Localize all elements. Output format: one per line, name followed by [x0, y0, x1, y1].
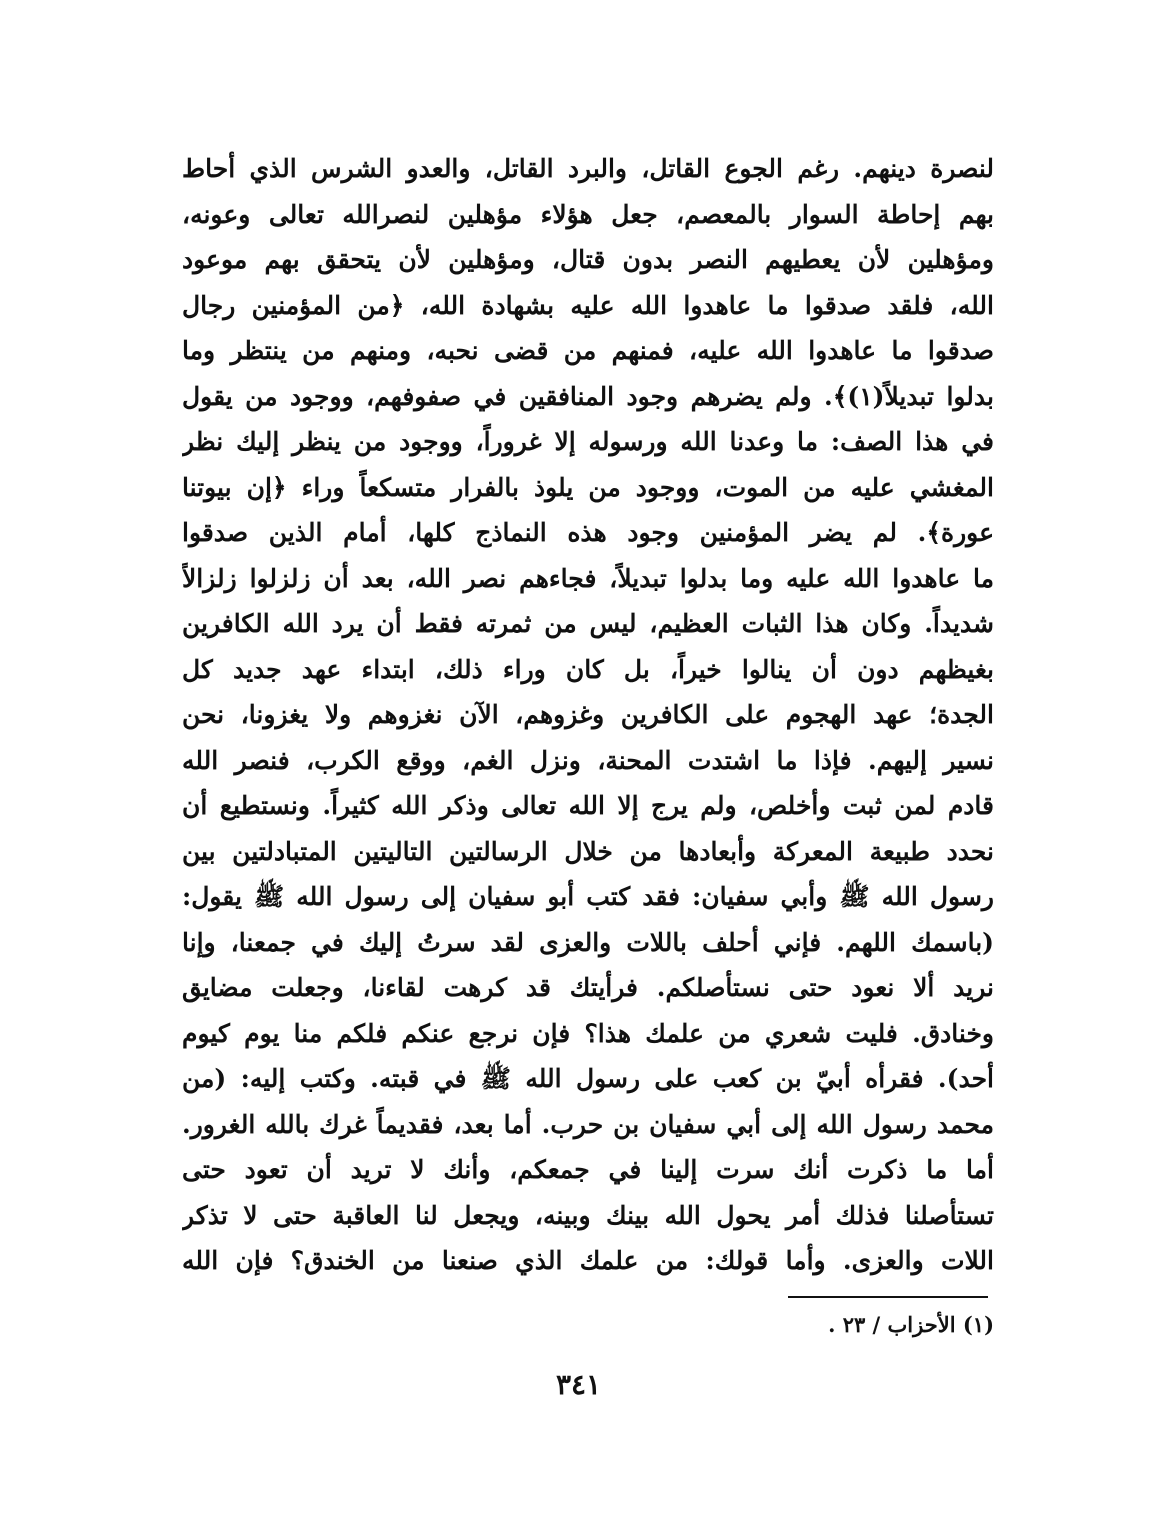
- text-line-22: محمد رسول الله إلى أبي سفيان بن حرب. أما بعد، فقديماً غرك بالله الغرور.: [182, 1109, 994, 1139]
- text-line-21: أحد). فقرأه أبيّ بن كعب على رسول الله ﷺ في قبته. وكتب إليه: (من: [182, 1064, 994, 1093]
- text-line-3: ومؤهلين لأن يعطيهم النصر بدون قتال، ومؤهلين لأن يتحقق بهم موعود: [182, 245, 994, 274]
- text-line-4: الله، فلقد صدقوا ما عاهدوا الله عليه بشهادة الله، ﴿من المؤمنين رجال: [182, 290, 994, 320]
- text-line-13: الجدة؛ عهد الهجوم على الكافرين وغزوهم، الآن نغزوهم ولا يغزونا، نحن: [182, 700, 994, 729]
- text-line-14: نسير إليهم. فإذا ما اشتدت المحنة، ونزل الغم، ووقع الكرب، فنصر الله: [182, 745, 994, 775]
- text-line-2: بهم إحاطة السوار بالمعصم، جعل هؤلاء مؤهلين لنصرالله تعالى وعونه،: [182, 199, 994, 229]
- text-line-15: قادم لمن ثبت وأخلص، ولم يرج إلا الله تعالى وذكر الله كثيراً. ونستطيع أن: [182, 791, 994, 820]
- text-line-23: أما ما ذكرت أنك سرت إلينا في جمعكم، وأنك لا تريد أن تعود حتى: [182, 1155, 994, 1184]
- text-line-25: اللات والعزى. وأما قولك: من علمك الذي صنعنا من الخندق؟ فإن الله: [182, 1246, 994, 1275]
- text-line-9: عورة﴾. لم يضر المؤمنين وجود هذه النماذج كلها، أمام الذين صدقوا: [182, 518, 994, 547]
- footnote-divider: [788, 1296, 988, 1298]
- text-line-7: في هذا الصف: ما وعدنا الله ورسوله إلا غروراً، ووجود من ينظر إليك نظر: [182, 427, 994, 456]
- text-line-12: بغيظهم دون أن ينالوا خيراً، بل كان وراء ذلك، ابتداء عهد جديد كل: [182, 654, 994, 684]
- text-line-19: نريد ألا نعود حتى نستأصلكم. فرأيتك قد كرهت لقاءنا، وجعلت مضايق: [182, 973, 994, 1002]
- page-number: ٣٤١: [555, 1368, 602, 1401]
- body-text: [182, 146, 994, 1284]
- text-line-8: المغشي عليه من الموت، ووجود من يلوذ بالفرار متسكعاً وراء ﴿إن بيوتنا: [182, 472, 994, 502]
- text-line-16: نحدد طبيعة المعركة وأبعادها من خلال الرسالتين التاليتين المتبادلتين بين: [182, 836, 994, 866]
- text-line-5: صدقوا ما عاهدوا الله عليه، فمنهم من قضى نحبه، ومنهم من ينتظر وما: [182, 336, 994, 365]
- footnote: (١) الأحزاب / ٢٣ .: [828, 1312, 994, 1337]
- text-line-24: تستأصلنا فذلك أمر يحول الله بينك وبينه، ويجعل لنا العاقبة حتى لا تذكر: [182, 1200, 994, 1230]
- text-line-6: بدلوا تبديلاً(١)﴾. ولم يضرهم وجود المنافقين في صفوفهم، ووجود من يقول: [182, 381, 994, 411]
- text-line-17: رسول الله ﷺ وأبي سفيان: فقد كتب أبو سفيان إلى رسول الله ﷺ يقول:: [182, 882, 994, 911]
- text-line-10: ما عاهدوا الله عليه وما بدلوا تبديلاً، فجاءهم نصر الله، بعد أن زلزلوا زلزالاً: [182, 563, 994, 593]
- text-line-1: لنصرة دينهم. رغم الجوع القاتل، والبرد القاتل، والعدو الشرس الذي أحاط: [182, 154, 994, 183]
- text-line-11: شديداً. وكان هذا الثبات العظيم، ليس من ثمرته فقط أن يرد الله الكافرين: [182, 609, 994, 638]
- text-line-18: (باسمك اللهم. فإني أحلف باللات والعزى لقد سرتُ إليك في جمعنا، وإنا: [182, 927, 994, 957]
- text-line-20: وخنادق. فليت شعري من علمك هذا؟ فإن نرجع عنكم فلكم منا يوم كيوم: [182, 1018, 994, 1048]
